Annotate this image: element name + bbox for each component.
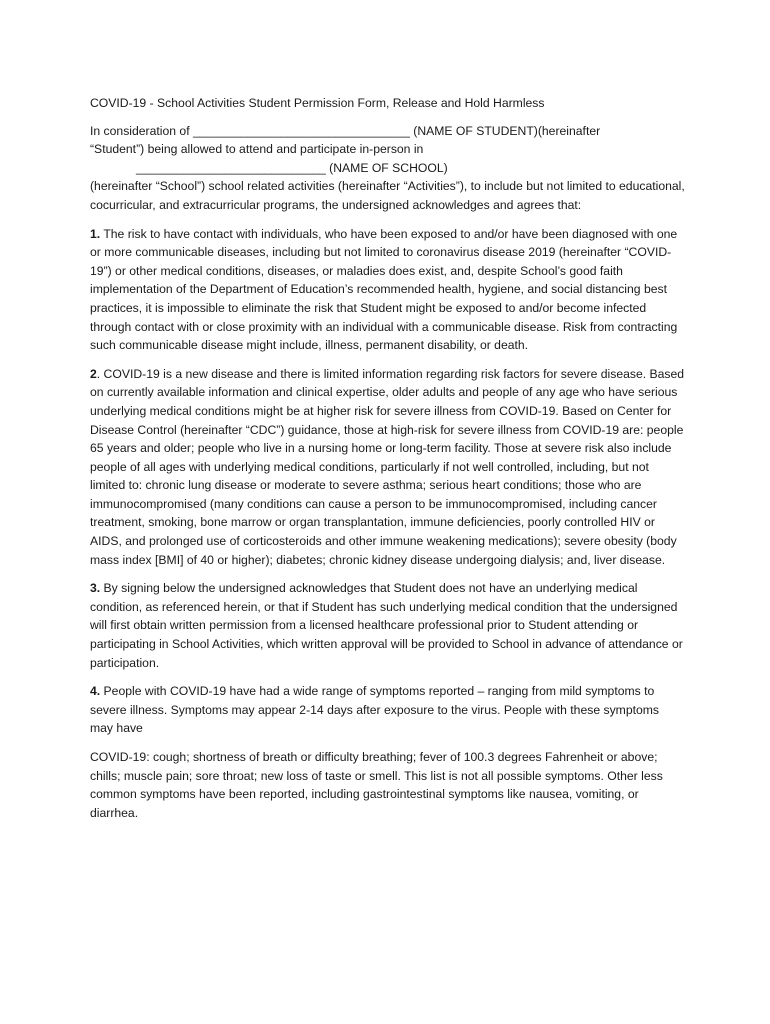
paragraph-1-number: 1.	[90, 226, 101, 241]
paragraph-4	[90, 682, 685, 738]
paragraph-1-text: The risk to have contact with individuals, who have been exposed to and/or have been diagnosed with one or more communicable diseases, including but not limited to coronavirus disease 2019 (hereinafter “COVID-19”) or other medical conditions, diseases, or maladies does exist, and, despite School’s good faith implementation of the Department of Education’s recommended health, hygiene, and social distancing best practices, it is impossible to eliminate the risk that Student might be exposed to and/or become infected through contact with or close proximity with an individual with a communicable disease. Risk from contracting such communicable disease might include, illness, permanent disability, or death.	[90, 226, 678, 353]
symptoms-paragraph: COVID-19: cough; shortness of breath or difficulty breathing; fever of 100.3 degrees Fahrenheit or above; chills; muscle pain; sore throat; new loss of taste or smell. This list is not all possible symptoms. Other less common symptoms have been reported, including gastrointestinal symptoms like nausea, vomiting, or diarrhea.	[90, 750, 663, 820]
paragraph-4-number: 4.	[90, 684, 101, 699]
paragraph-1	[90, 225, 685, 355]
intro-block	[90, 122, 685, 215]
intro-line-attend: “Student”) being allowed to attend and participate in-person in	[90, 142, 424, 157]
paragraph-3-text: By signing below the undersigned acknowledges that Student does not have an underlying medical condition, as referenced herein, or that if Student has such underlying medical condition that the undersigned will first obtain written permission from a licensed healthcare professional prior to Student attending or participating in School Activities, which written approval will be provided to School in advance of attendance or participation.	[90, 581, 683, 670]
document-title: COVID-19 - School Activities Student Permission Form, Release and Hold Harmless	[90, 96, 545, 110]
paragraph-2-text: . COVID-19 is a new disease and there is limited information regarding risk factors for severe disease. Based on currently available information and clinical expertise, older adults and people of any age who have serious underlying medical conditions might be at higher risk for severe illness from COVID-19. Based on Center for Disease Control (hereinafter “CDC”) guidance, those at high-risk for severe illness from COVID-19 are: people 65 years and older; people who live in a nursing home or long-term facility. Those at severe risk also include people of all ages with underlying medical conditions, particularly if not well controlled, including, but not limited to: chronic lung disease or moderate to severe asthma; serious heart conditions; those who are immunocompromised (many conditions can cause a person to be immunocompromised, including cancer treatment, smoking, bone marrow or organ transplantation, immune deficiencies, poorly controlled HIV or AIDS, and prolonged use of corticosteroids and other immune weakening medications); severe obesity (body mass index [BMI] of 40 or higher); diabetes; chronic kidney disease undergoing dialysis; and, liver disease.	[90, 366, 685, 567]
paragraph-2	[90, 365, 685, 570]
document-page	[90, 94, 685, 832]
paragraph-4-text: People with COVID-19 have had a wide range of symptoms reported – ranging from mild symptoms to severe illness. Symptoms may appear 2-14 days after exposure to the virus. People with these symptoms may have	[90, 684, 660, 736]
intro-line-student: In consideration of ________________________________ (NAME OF STUDENT)(hereinafter	[90, 123, 601, 138]
paragraph-3	[90, 579, 685, 672]
paragraph-2-number: 2	[90, 366, 97, 381]
intro-line-school: ____________________________ (NAME OF SCHOOL)	[136, 160, 448, 175]
paragraph-3-number: 3.	[90, 581, 101, 596]
intro-line-activities: (hereinafter “School”) school related activities (hereinafter “Activities”), to include but not limited to educational, cocurricular, and extracurricular programs, the undersigned acknowledges and agrees that:	[90, 179, 685, 212]
